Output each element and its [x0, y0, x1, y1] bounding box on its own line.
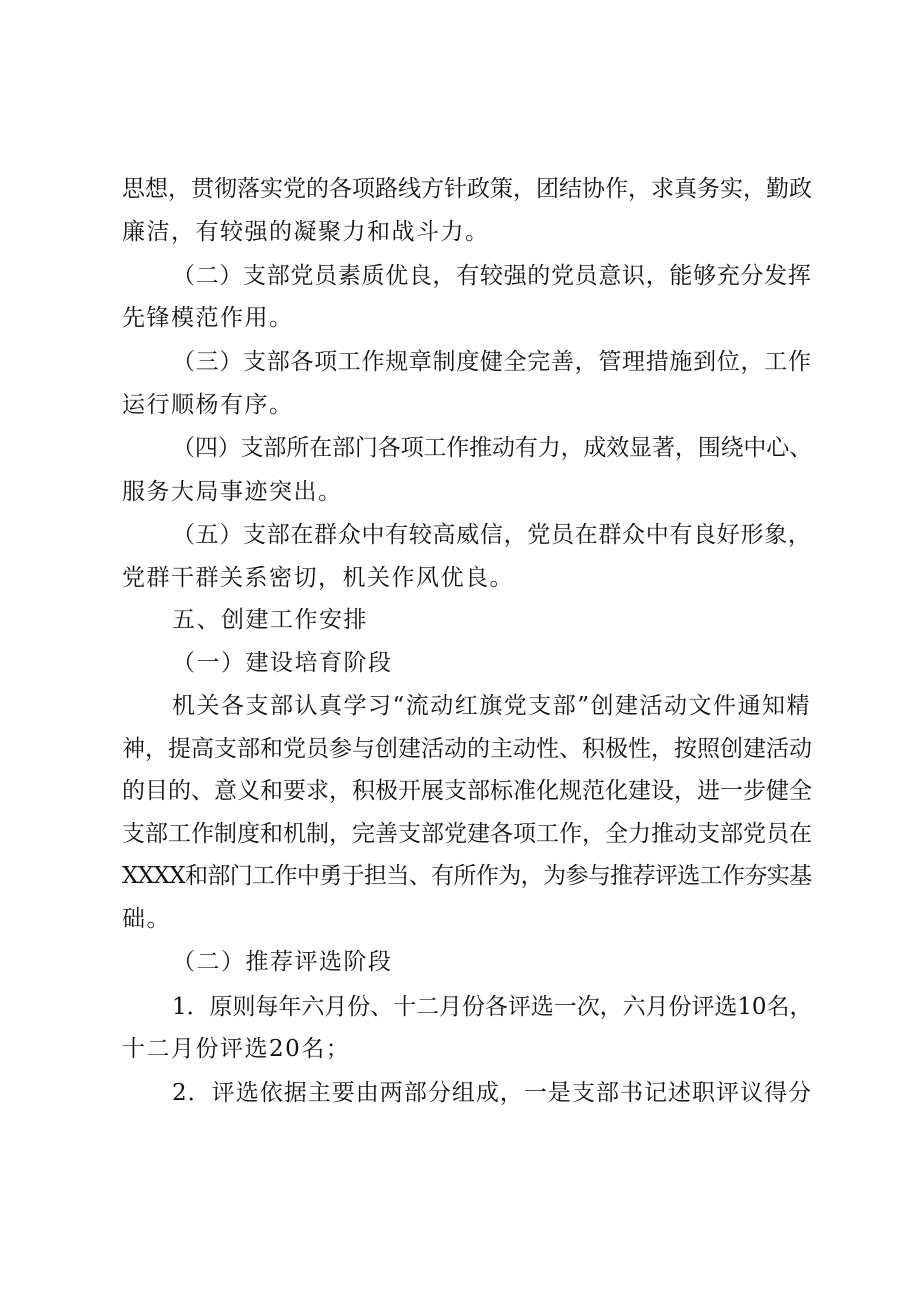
text-line: 神，提高支部和党员参与创建活动的主动性、积极性，按照创建活动: [122, 736, 812, 762]
text-line: 先锋模范作用。: [122, 305, 294, 331]
list-item-line: 1．原则每年六月份、十二月份各评选一次，六月份评选10名，: [172, 994, 813, 1020]
text-line: 的目的、意义和要求，积极开展支部标准化规范化建设，进一步健全: [122, 778, 812, 804]
text-line: 廉洁，有较强的凝聚力和战斗力。: [122, 219, 490, 245]
text-line: 础。: [122, 906, 171, 932]
text-line: XXXX和部门工作中勇于担当、有所作为，为参与推荐评选工作夯实基: [122, 863, 812, 889]
text-line: （五）支部在群众中有较高威信，党员在群众中有良好形象，: [172, 522, 812, 548]
list-item-line: 十二月份评选20名；: [122, 1036, 351, 1062]
text-line: 党群干群关系密切，机关作风优良。: [122, 565, 514, 591]
text-line: 机关各支部认真学习“流动红旗党支部”创建活动文件通知精: [172, 693, 812, 719]
list-item-line: 2．评选依据主要由两部分组成，一是支部书记述职评议得分: [172, 1080, 813, 1106]
section-heading: 五、创建工作安排: [172, 607, 368, 633]
text-line: 支部工作制度和机制，完善支部党建各项工作，全力推动支部党员在: [122, 821, 812, 847]
text-line: 思想，贯彻落实党的各项路线方针政策，团结协作，求真务实，勤政: [122, 176, 812, 202]
text-line: （四）支部所在部门各项工作推动有力，成效显著，围绕中心、: [172, 435, 813, 461]
text-line: （二）支部党员素质优良，有较强的党员意识，能够充分发挥: [172, 263, 812, 289]
text-line: 运行顺杨有序。: [122, 392, 294, 418]
text-line: （三）支部各项工作规章制度健全完善，管理措施到位，工作: [172, 349, 812, 375]
subsection-heading: （一）建设培育阶段: [172, 650, 393, 676]
text-line: 服务大局事迹突出。: [122, 479, 343, 505]
subsection-heading: （二）推荐评选阶段: [172, 949, 393, 975]
